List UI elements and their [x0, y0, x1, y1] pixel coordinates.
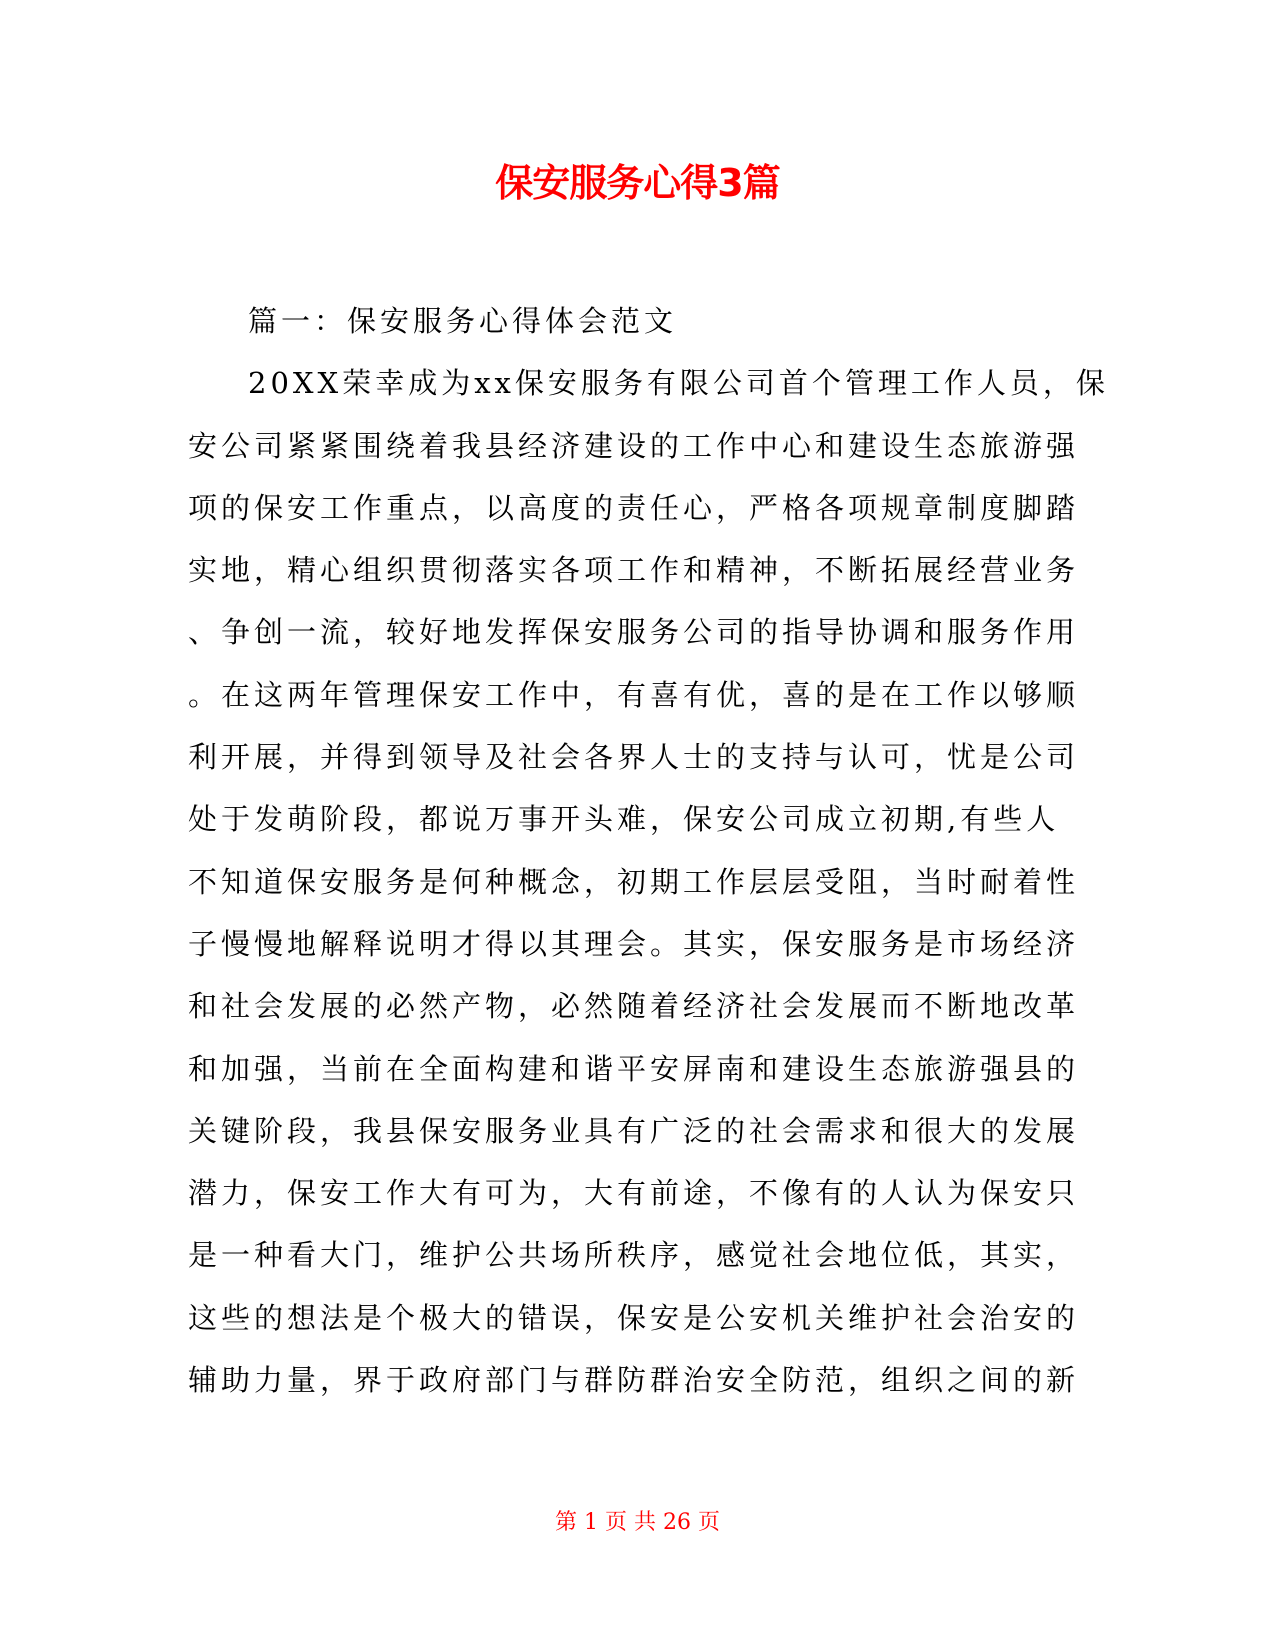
- document-body: [188, 290, 1109, 1411]
- paragraph-line: 这些的想法是个极大的错误，保安是公安机关维护社会治安的: [188, 1300, 1080, 1335]
- paragraph-line: 子慢慢地解释说明才得以其理会。其实，保安服务是市场经济: [188, 926, 1080, 961]
- document-title: 保安服务心得3篇: [495, 161, 780, 205]
- paragraph-line: 不知道保安服务是何种概念，初期工作层层受阻，当时耐着性: [188, 864, 1080, 899]
- paragraph-line: 。在这两年管理保安工作中，有喜有优，喜的是在工作以够顺: [188, 677, 1080, 712]
- paragraph-line: 和加强，当前在全面构建和谐平安屏南和建设生态旅游强县的: [188, 1051, 1080, 1086]
- paragraph-line: 项的保安工作重点，以高度的责任心，严格各项规章制度脚踏: [188, 490, 1080, 525]
- paragraph-line: 20XX荣幸成为xx保安服务有限公司首个管理工作人员，保: [248, 366, 1109, 401]
- paragraph-line: 、争创一流，较好地发挥保安服务公司的指导协调和服务作用: [188, 615, 1080, 650]
- paragraph-line: 是一种看大门，维护公共场所秩序，感觉社会地位低，其实，: [188, 1238, 1080, 1273]
- paragraph-line: 安公司紧紧围绕着我县经济建设的工作中心和建设生态旅游强: [188, 428, 1080, 463]
- section-heading: 篇一：保安服务心得体会范文: [248, 304, 678, 338]
- paragraph-line: 处于发萌阶段，都说万事开头难，保安公司成立初期,有些人: [188, 802, 1060, 837]
- paragraph-line: 利开展，并得到领导及社会各界人士的支持与认可，忧是公司: [188, 740, 1080, 775]
- paragraph-line: 实地，精心组织贯彻落实各项工作和精神，不断拓展经营业务: [188, 553, 1080, 588]
- paragraph-line: 关键阶段，我县保安服务业具有广泛的社会需求和很大的发展: [188, 1113, 1080, 1148]
- page-number-footer: 第 1 页 共 26 页: [555, 1510, 720, 1535]
- paragraph-line: 辅助力量，界于政府部门与群防群治安全防范，组织之间的新: [188, 1363, 1080, 1398]
- paragraph-line: 和社会发展的必然产物，必然随着经济社会发展而不断地改革: [188, 989, 1080, 1024]
- paragraph-line: 潜力，保安工作大有可为，大有前途，不像有的人认为保安只: [188, 1176, 1080, 1211]
